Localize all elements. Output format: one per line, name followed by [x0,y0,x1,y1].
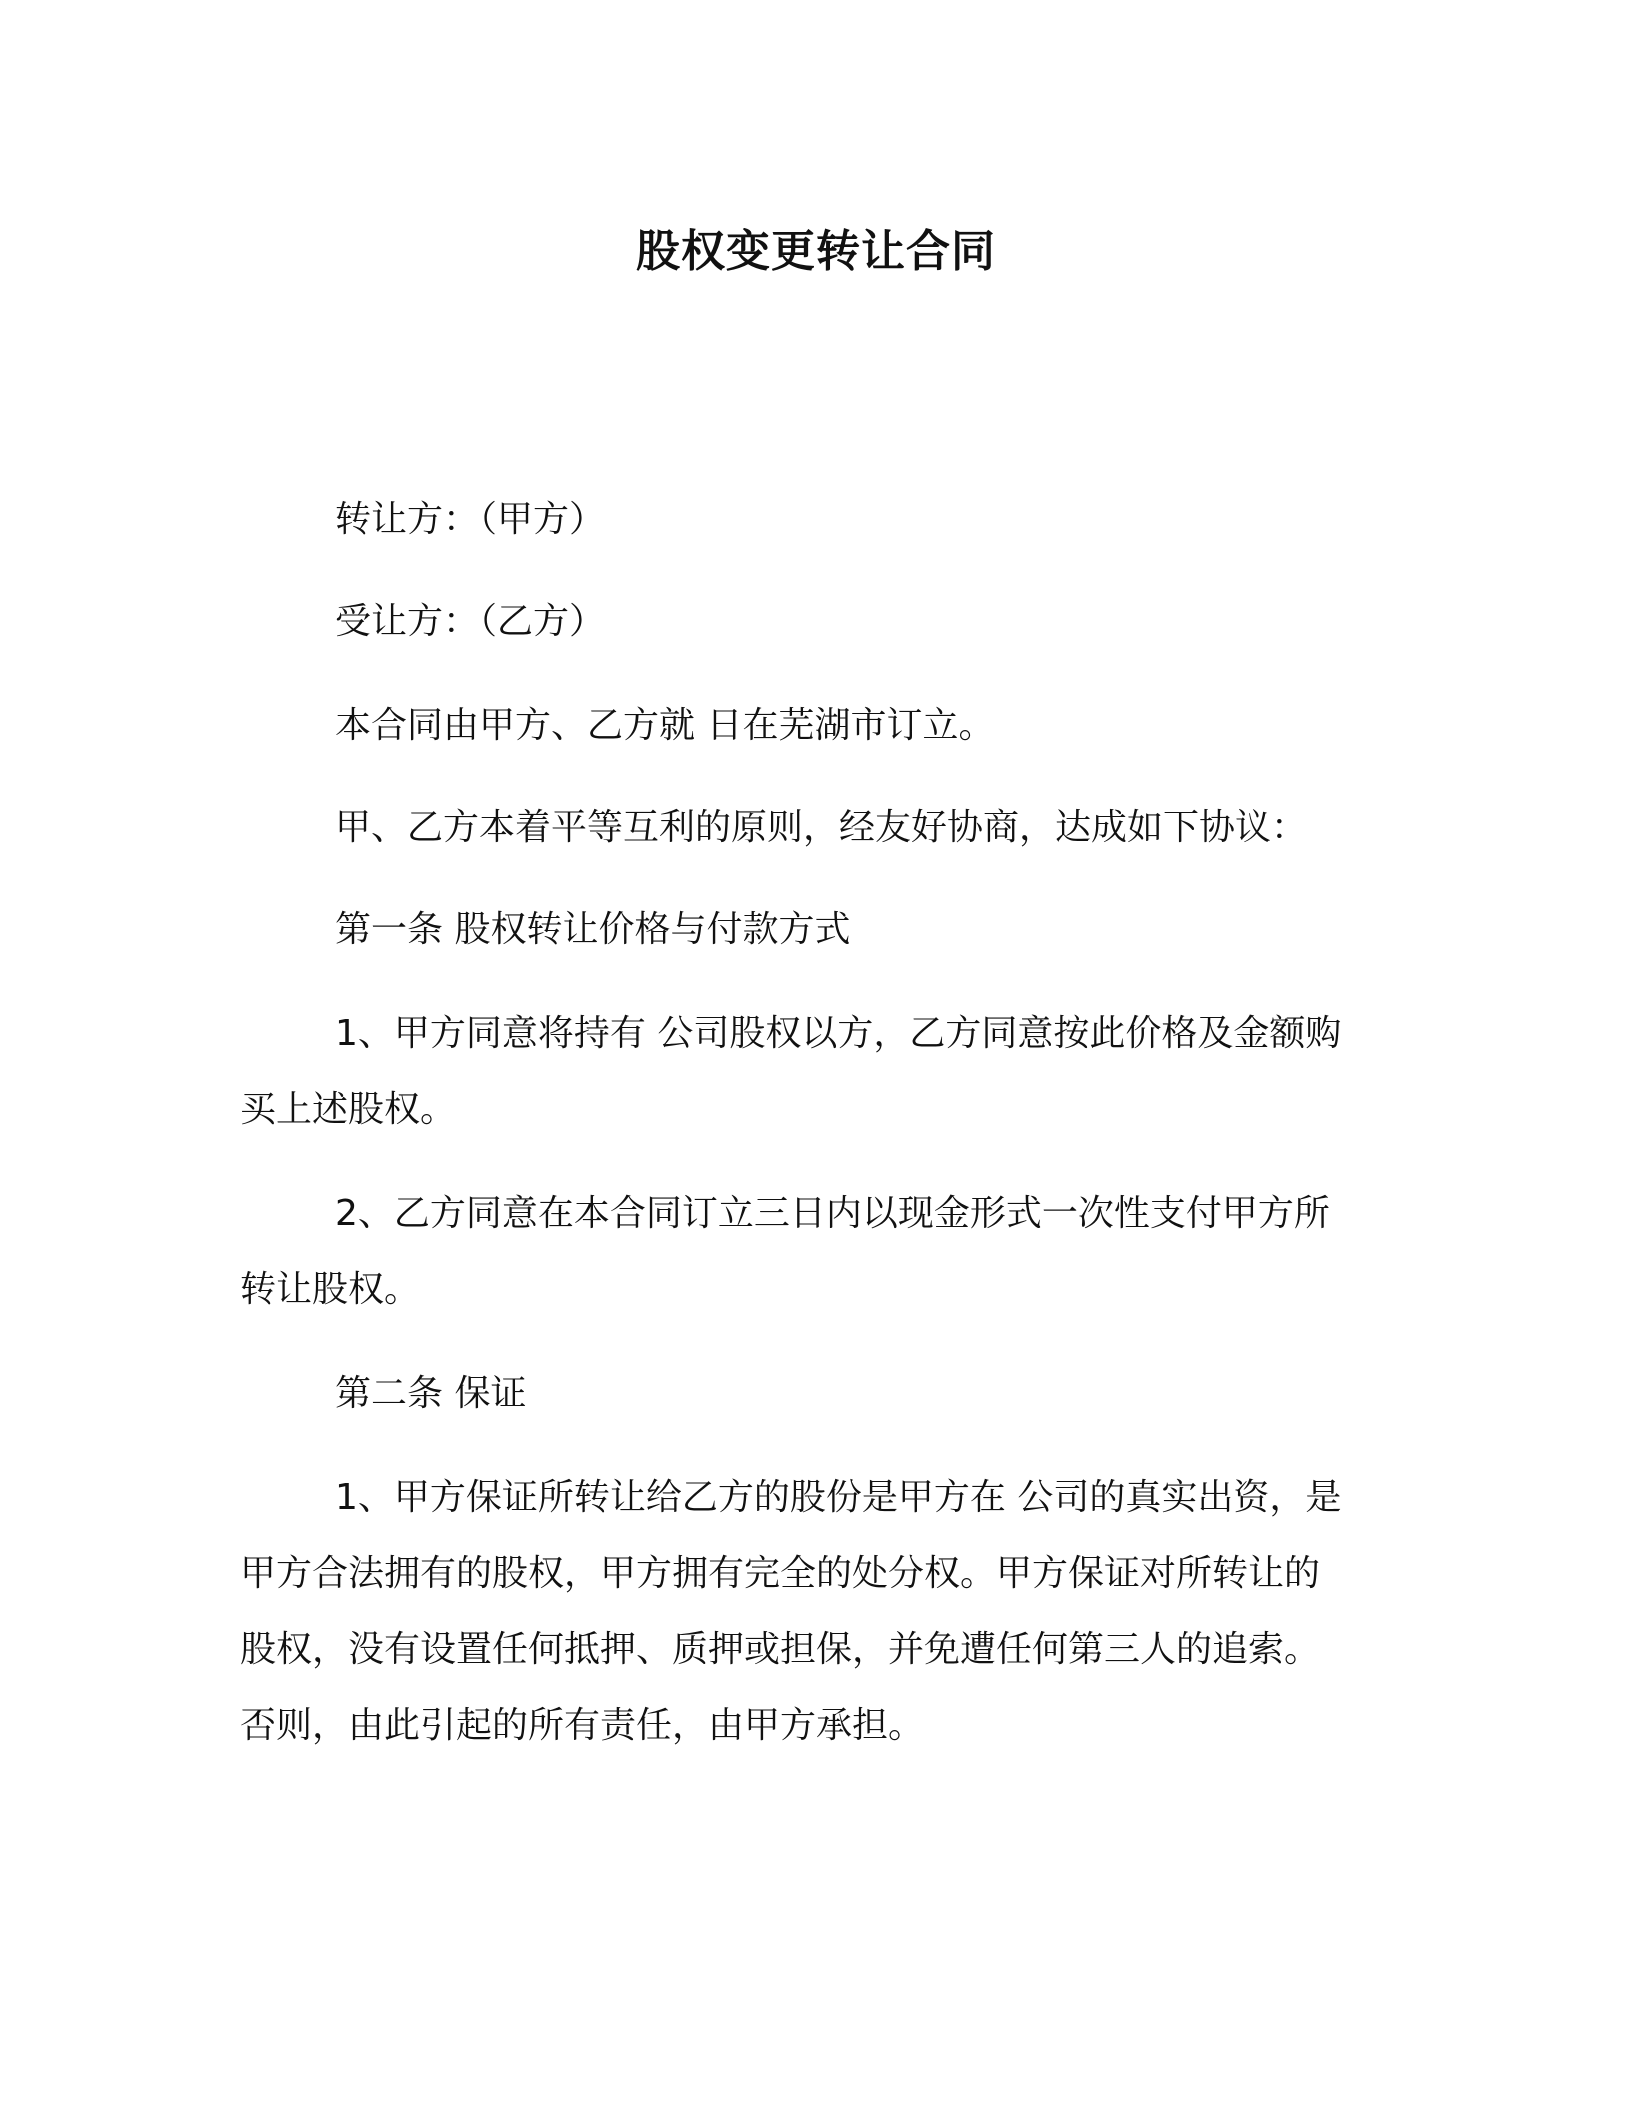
article2-heading: 第二条 保证 [335,1373,527,1414]
article2-clause1-line4: 否则，由此引起的所有责任，由甲方承担。 [240,1705,925,1746]
transferee-line: 受让方：（乙方） [335,601,606,642]
article1-clause1-line2: 买上述股权。 [240,1089,457,1130]
article1-clause2-line2: 转让股权。 [240,1269,421,1310]
article1-clause1-line1: 1、甲方同意将持有 公司股权以方，乙方同意按此价格及金额购 [335,1013,1342,1054]
transferor-line: 转让方：（甲方） [335,499,606,540]
article2-clause1-line2: 甲方合法拥有的股权，甲方拥有完全的处分权。甲方保证对所转让的 [240,1553,1321,1594]
document-title: 股权变更转让合同 [636,226,996,277]
article2-clause1-line3: 股权，没有设置任何抵押、质押或担保，并免遭任何第三人的追索。 [240,1629,1321,1670]
article1-clause2-line1: 2、乙方同意在本合同订立三日内以现金形式一次性支付甲方所 [335,1193,1330,1234]
article1-heading: 第一条 股权转让价格与付款方式 [335,909,851,950]
agreement-line: 甲、乙方本着平等互利的原则，经友好协商，达成如下协议： [335,807,1308,848]
article2-clause1-line1: 1、甲方保证所转让给乙方的股份是甲方在 公司的真实出资，是 [335,1477,1342,1518]
intro-line: 本合同由甲方、乙方就 日在芜湖市订立。 [335,705,995,746]
